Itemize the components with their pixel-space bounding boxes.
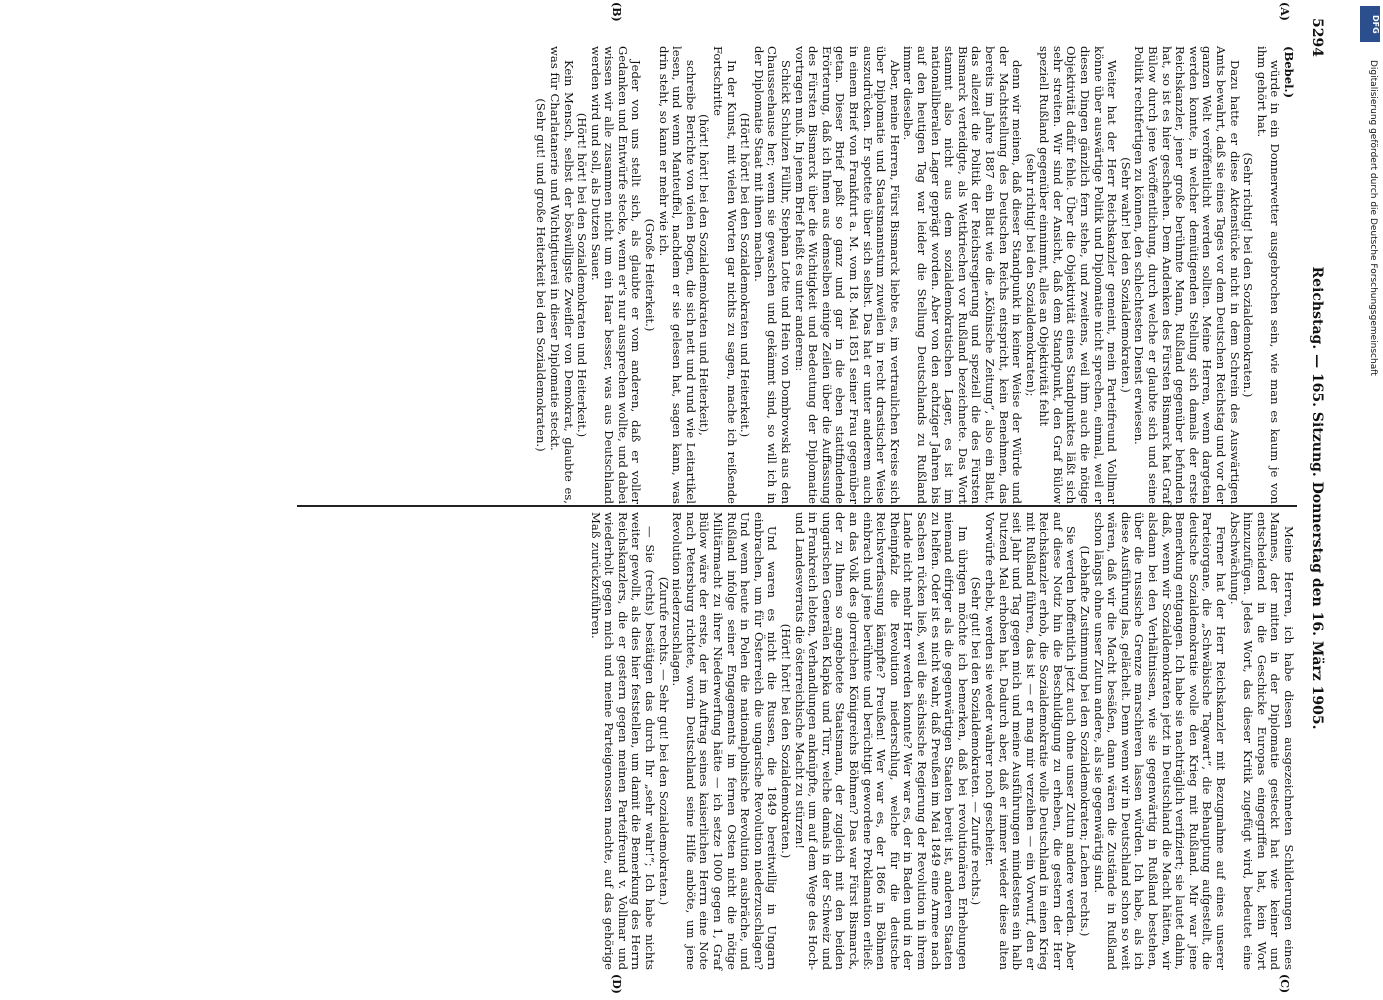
paragraph: Schickt Schulzen Füllhr, Stephan Lotte und Hein von Dombrowski aus den Chausseehause her; wenn sie gewaschen und gekämmt sind, so will ich in der Diplomatie Staat mit ihnen machen. — [751, 46, 794, 504]
paragraph: (sehr richtig! bei den Sozialdemokraten); — [1023, 153, 1038, 397]
paragraph: Im übrigen möchte ich bemerken, daß bei revolutionären Erhebungen niemand eifriger als die gegenwärtigen Staaten bereit ist, anderen Staaten zu helfen. Oder ist es nicht wahr, daß Preußen im Mai 1849 eine Armee nach Sachsen rücken ließ, weil die sächsische Regierung der Revolution in ihrem Lande nicht mehr Herr werden konnte? Wer war es, der in Baden und in der Rheinpfalz die Revolution niederschlug, welche für die deutsche Reichsverfassung kämpfte? Preußen! Wer war es, der 1866 in Böhmen einbrach und jene berühmte und berüchtigt gewordene Proklamation erließ: an das Volk des glorreichen Königreichs Böhmen? Das war Fürst Bismarck, der zu Ihnen so angebotete Staatsmann, der zugleich mit den beiden ungarischen Generälen Klapka und Türr, welche damals in der Schweiz und in Frankreich lebten, Verhandlungen anknüpfte, um auf dem Wege des Hoch- und Landesverrats die österreichische Macht zu stürzen! — [792, 512, 970, 970]
margin-mark-d: (D) — [610, 974, 623, 994]
left-column — [534, 46, 1295, 504]
paragraph: (hört! hört! bei den Sozialdemokraten und Heiterkeit), — [697, 114, 712, 436]
paragraph: Weiter hat der Herr Reichskanzler gemeint, mein Parteifreund Vollmar könne über auswärtige Politik und Diplomatie nicht sprechen, einmal, weil er diesen Dingen gänzlich fern stehe, und zweitens, weil ihm auch die nötige Objektivität dafür fehle. Über die Objektivität eines Standpunktes läßt sich sehr streiten. Wir sind der Ansicht, daß dem Standpunkt, den Graf Bülow speziell Rußland gegenüber einnimmt, alles an Objektivität fehlt — [1037, 46, 1120, 504]
paragraph: (Lebhafte Zustimmung bei den Sozialdemokraten; Lachen rechts.) — [1078, 545, 1093, 937]
paragraph: (Zurufe rechts. — Sehr gut! bei den Sozialdemokraten.) — [656, 576, 671, 906]
paragraph: (Große Heiterkeit.) — [643, 218, 658, 332]
paragraph: (Hört! hört! bei den Sozialdemokraten und Heiterkeit.) — [738, 112, 753, 438]
margin-mark-a: (A) — [1278, 2, 1291, 21]
footer-credit: Digitalisierung gefördert durch die Deutsche Forschungsgemeinschaft — [1368, 60, 1378, 376]
paragraph: Meine Herren, ich habe diesen ausgezeichneten Schilderungen eines Mannes, der mitten in der Diplomatie gesteckt hat wie keiner und entscheidend in die Geschicke Europas eingegriffen hat, kein Wort hinzuzufügen. Jedes Wort, das dieser Kritik zugefügt wird, bedeutet eine Abschwächung. — [1227, 512, 1296, 970]
paragraph: Kein Mensch, selbst der böswilligste Zweifler von Demokrat, glaubte es, was für Charlatanerie und Wichtigtuerei in dieser Diplomatie steckt. — [547, 46, 576, 504]
paragraph: (Sehr wahr! bei den Sozialdemokraten.) — [1118, 157, 1133, 393]
paragraph: (Hört! hört! bei den Sozialdemokraten und Heiterkeit.) — [575, 112, 590, 438]
paragraph: (Hört! hört! bei den Sozialdemokraten.) — [779, 623, 794, 859]
margin-mark-c: (C) — [1278, 974, 1291, 994]
paragraph: Sie werden hoffentlich jetzt auch ohne unser Zutun andere werden. Aber auf diese Notiz hin die Beschuldigung zu erheben, die gestern der Herr Reichskanzler erhob, die Sozialdemokratie wolle Deutschland in einen Krieg mit Rußland führen, das ist — er mag mir verzeihen — ein Vorwurf, den er seit Jahr und Tag gegen mich und meine Ausführungen mindestens ein halb Dutzend Mal erhoben hat. Dadurch aber, daß er immer wieder diese alten Vorwürfe erhebt, werden sie weder wahrer noch gescheiter. — [982, 512, 1079, 970]
paragraph: (Sehr richtig! bei den Sozialdemokraten.) — [1241, 152, 1256, 398]
paragraph: In der Kunst, mit vielen Worten gar nichts zu sagen, mache ich reißende Fortschritte — [711, 46, 739, 504]
page-number: 5294 — [1309, 18, 1325, 57]
paragraph: (Sehr gut! und große Heiterkeit bei den Sozialdemokraten.) — [534, 98, 549, 452]
speaker-label: (Bebel.) — [1282, 46, 1296, 99]
paragraph: Und waren es nicht die Russen, die 1849 bereitwillig in Ungarn einbrachen, um für Österreich die ungarische Revolution niederzuschlagen? Und wenn heute in Polen die nationalpolnische Revolution ausbräche, und Rußland infolge seiner Engagements im fernen Osten nicht die nötige Militärmacht zu ihrer Niederwerfung hätte — ich setze 1000 gegen 1, Graf Bülow wäre der erste, der im Auftrag seines kaiserlichen Herrn eine Note nach Petersburg richtete, worin Deutschland seine Hilfe anböte, um jene Revolution niederzuschlagen. — [670, 512, 780, 970]
paragraph: — Sie (rechts) bestätigen das durch Ihr „sehr wahr!“; Ich habe nichts weiter gewollt, als dies hier feststellen, um damit die Bemerkung des Herrn Reichskanzlers, die er gestern gegen meinen Parteifreund v. Vollmar und wiederholt gegen mich und meine Parteigenossen machte, auf das gehörige Maß zurückzuführen. — [588, 512, 658, 970]
paragraph: denn wir meinen, daß dieser Standpunkt in keiner Weise der Würde und der Machtstellung des Deutschen Reichs entspricht, kein Benehmen, das bereits im Jahre 1887 ein Blatt wie die „Kölnische Zeitung“, also ein Blatt, das allezeit die Politik der Reichsregierung und speziell die des Fürsten Bismarck verteidigte, als Wettkriechen vor Rußland bezeichnete. Das Wort stammt also nicht aus dem sozialdemokratischen Lager, es ist im nationalliberalen Lager geprägt worden. Aber von den achtziger Jahren bis auf den heutigen Tag war leider die Stellung Deutschlands zu Rußland immer dieselbe. — [901, 46, 1025, 504]
paragraph: würde in ein Donnerwetter ausgebrochen sein, wie man es kaum je von ihm gehört hat. — [1254, 46, 1283, 504]
paragraph: Aber, meine Herren, Fürst Bismarck liebte es, im vertraulichen Kreise sich über Diplomatie und Staatsmannstum zuweilen in recht drastischer Weise auszudrücken. Er spottete über sich selbst. Das hat er unter anderem auch in einem Brief von Frankfurt a. M. vom 18. Mai 1851 seiner Frau gegenüber getan. Dieser Brief paßt so ganz und gar in die eben stattfindende Erörterung, daß ich Ihnen aus demselben einige Zeilen über die Auffassung des Fürsten Bismarck über die Wichtigkeit und Bedeutung der Diplomatie vortragen muß. In jenem Brief heißt es unter anderem: — [792, 46, 902, 504]
right-column — [588, 512, 1295, 970]
column-divider — [297, 505, 1297, 507]
paragraph: (Sehr gut! bei den Sozialdemokraten. — Zurufe rechts.) — [969, 576, 984, 906]
dfg-logo: DFG — [1360, 6, 1380, 42]
paragraph: schreibe Berichte von vielen Bogen, die sich nett und rund wie Leitartikel lesen, und wenn Manteuffel, nachdem er sie gelesen hat, sagen kann, was drin steht, so kann er mehr wie ich. — [656, 46, 698, 504]
paragraph: Dazu hatte er diese Aktenstücke nicht in dem Schrein des Auswärtigen Amts bewahrt, daß sie eines Tages vor dem Deutschen Reichstag und vor der ganzen Welt veröffentlicht werden sollten. Meine Herren, wenn dargetan werden konnte, in welcher demütigenden Stellung sich damals der erste Reichskanzler, jener große berühmte Mann, Rußland gegenüber befunden hat, so ist es hier geschehen. Dem Andenken des Fürsten Bismarck hat Graf Bülow durch jene Veröffentlichung, durch welche er glaubte sich und seine Politik rechtfertigen zu können, den schlechtesten Dienst erwiesen. — [1132, 46, 1242, 504]
running-title: Reichstag. — 165. Sitzung. Donnerstag den 16. März 1905. — [1309, 266, 1325, 730]
margin-mark-b: (B) — [610, 2, 623, 22]
page-header — [1303, 18, 1325, 978]
paragraph: Ferner hat der Herr Reichskanzler mit Bezugnahme auf eines unserer Parteiorgane, die „Schwäbische Tagwart“, die Behauptung aufgestellt, die deutsche Sozialdemokratie wolle den Krieg mit Rußland. Mir war jene Bemerkung entgangen. Ich habe sie nachträglich verifiziert; sie lautet dahin, daß, wenn wir Sozialdemokraten jetzt in Deutschland die Macht hätten, wir alsdann bei den Verhältnissen, wie sie gegenwärtig in Rußland bestehen, über die russische Grenze marschieren lassen würden. Ich habe, als ich diese Ausführung las, gelächelt. Denn wenn wir in Deutschland schon so weit wären, daß wir die Macht besäßen, dann wären die Zustände in Rußland schon längst ohne unser Zutun andere, als sie gegenwärtig sind. — [1091, 512, 1229, 970]
paragraph: Jeder von uns stellt sich, als glaubte er vom anderen, daß er voller Gedanken und Entwürfe stecke, wenn er's nur aussprechen wollte, und dabei wissen wir alle zusammen nicht um ein Haar besser, was aus Deutschland werden wird und soll, als Dutzen Sauer. — [588, 46, 644, 504]
